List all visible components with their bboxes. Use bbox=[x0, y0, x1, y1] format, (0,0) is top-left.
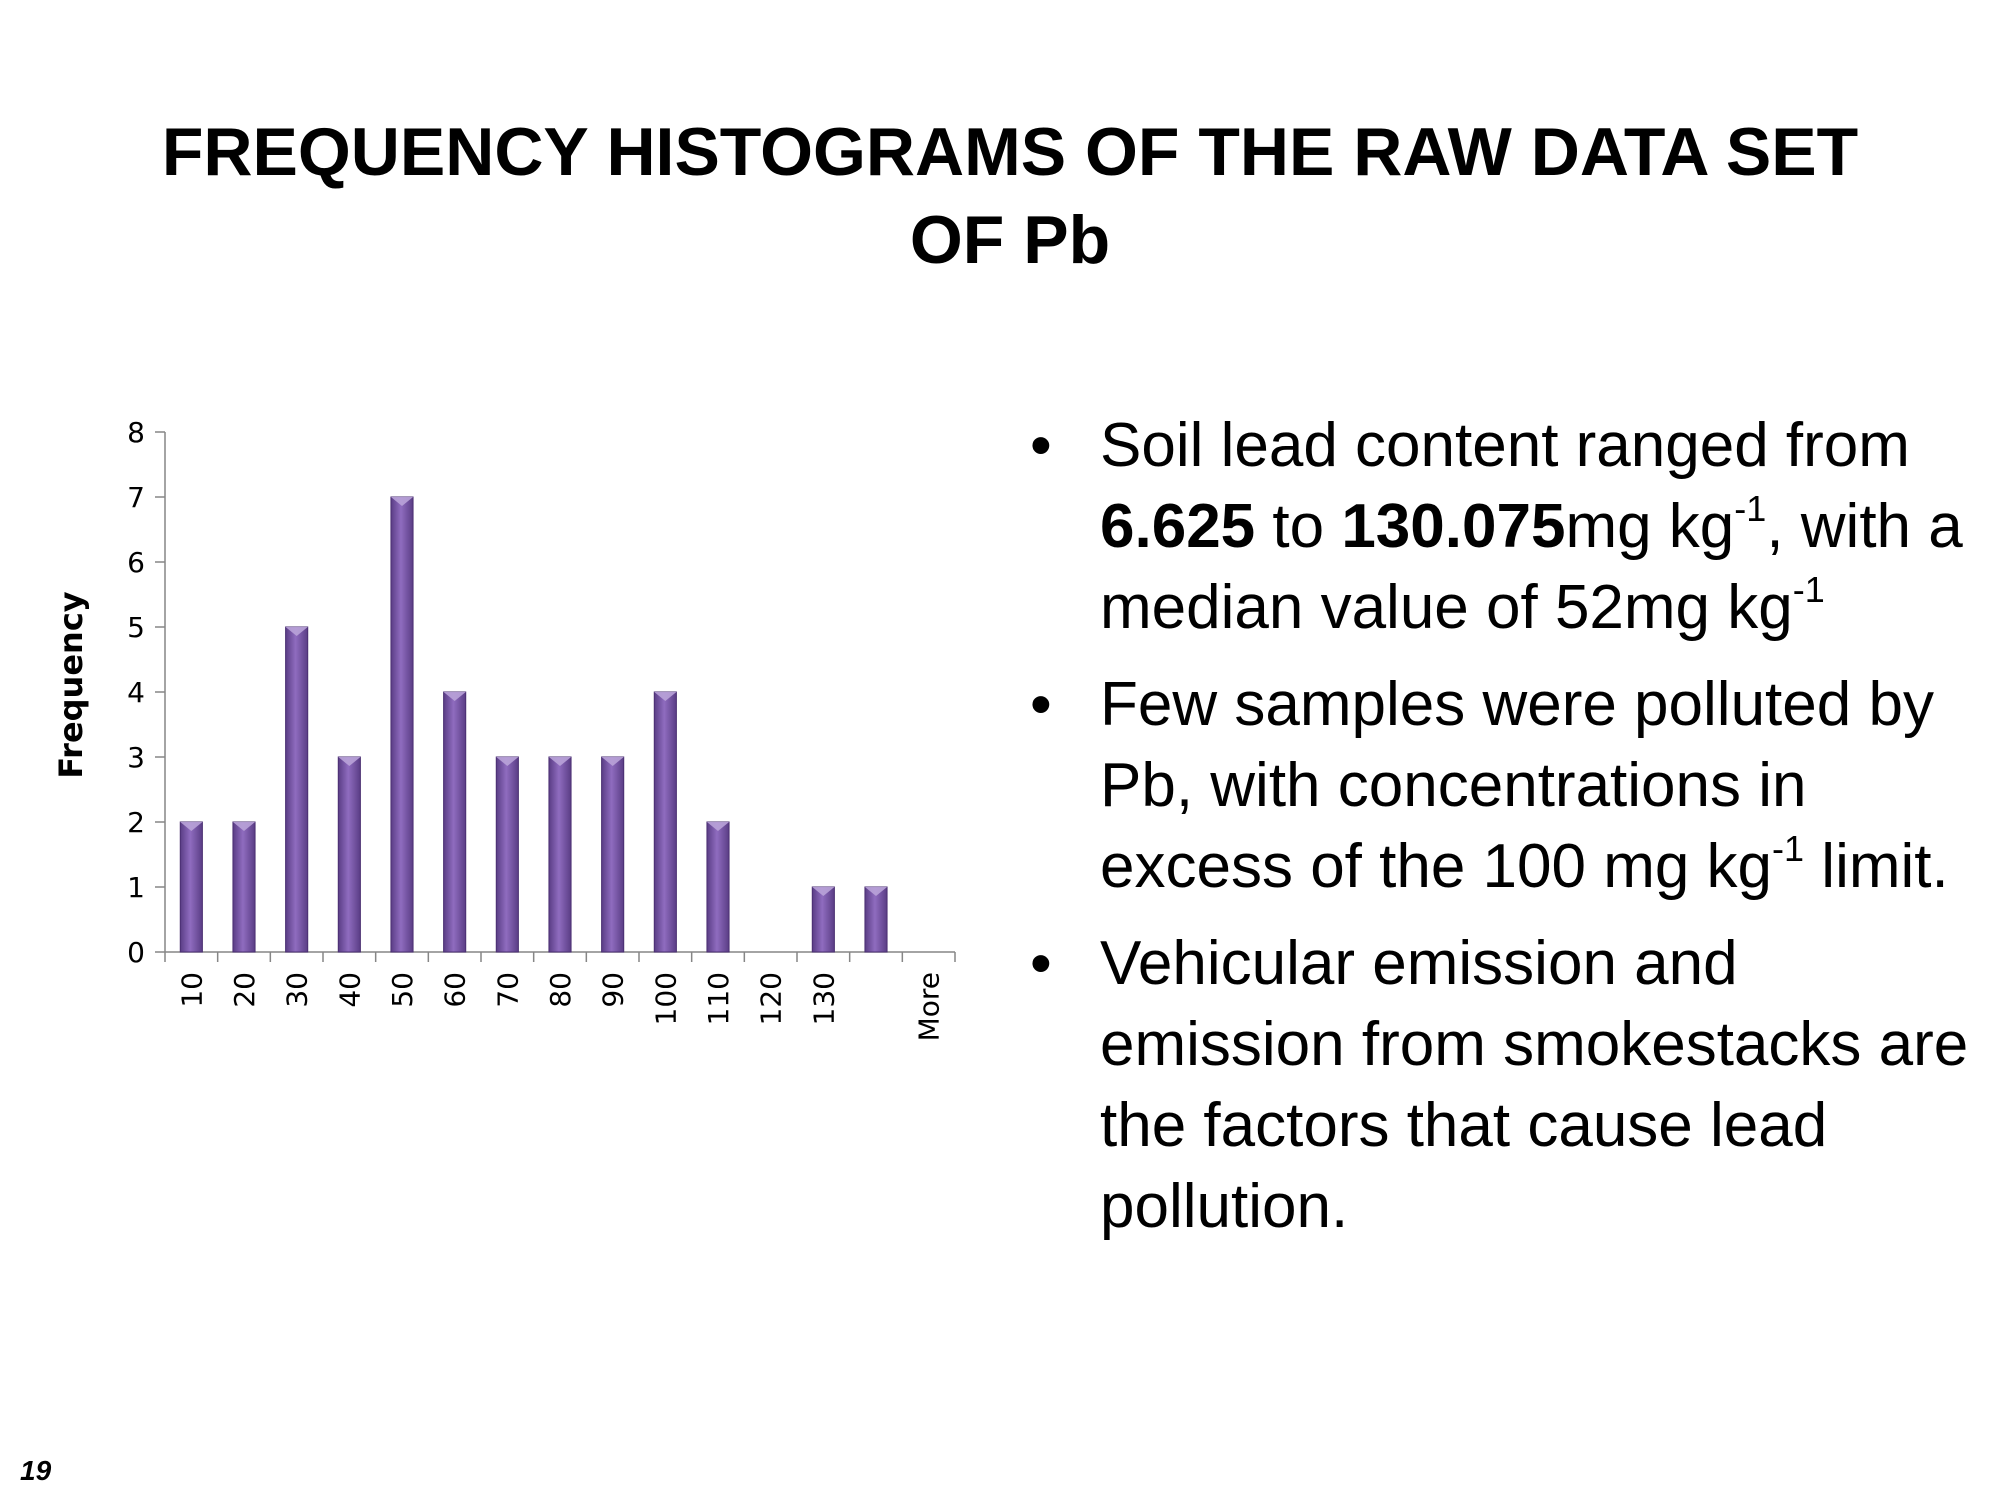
x-tick-label: 100 bbox=[649, 972, 683, 1026]
y-tick-label: 3 bbox=[127, 741, 145, 774]
y-tick-label: 7 bbox=[127, 481, 145, 514]
bullet-2-text-a: Few samples were polluted by Pb, with concentrations in excess of the 100 mg kg bbox=[1100, 670, 1934, 901]
bullet-1-min-value: 6.625 bbox=[1100, 492, 1256, 561]
histogram-bar bbox=[549, 757, 571, 952]
x-tick-label: 60 bbox=[438, 972, 472, 1008]
bullet-dot: • bbox=[1030, 670, 1052, 739]
bullet-1-text-a: Soil lead content ranged from bbox=[1100, 411, 1910, 480]
bullet-list bbox=[1020, 405, 1980, 1263]
y-tick-label: 1 bbox=[127, 871, 145, 904]
y-axis-title: Frequency bbox=[52, 591, 90, 779]
x-tick-label: 10 bbox=[175, 972, 209, 1008]
histogram-bar bbox=[654, 692, 676, 952]
x-tick-label: 110 bbox=[702, 972, 735, 1026]
histogram-bar bbox=[602, 757, 624, 952]
histogram-bar bbox=[707, 822, 729, 952]
bullet-2-text-b: limit. bbox=[1804, 832, 1949, 901]
bullet-item-2 bbox=[1020, 664, 1980, 907]
bullet-3-text: Vehicular emission and emission from smokestacks are the factors that cause lead pollution. bbox=[1100, 929, 1969, 1241]
histogram-bar bbox=[865, 887, 887, 952]
histogram-bar bbox=[286, 627, 308, 952]
x-tick-label: 20 bbox=[228, 972, 261, 1008]
title-line-1: FREQUENCY HISTOGRAMS OF THE RAW DATA SET bbox=[161, 114, 1859, 190]
bullet-dot: • bbox=[1030, 411, 1052, 480]
histogram-bar bbox=[180, 822, 202, 952]
y-tick-label: 2 bbox=[127, 806, 145, 839]
slide-title bbox=[100, 108, 1920, 284]
y-tick-label: 0 bbox=[127, 936, 145, 969]
bullet-1-max-value: 130.075 bbox=[1341, 492, 1566, 561]
bullet-item-3 bbox=[1020, 923, 1980, 1247]
bullet-1-text-b: to bbox=[1255, 492, 1342, 561]
bullet-1-text-d: , with a median value of 52mg kg bbox=[1100, 492, 1963, 642]
histogram-bar bbox=[233, 822, 255, 952]
bullet-1-text-c: mg kg bbox=[1565, 492, 1735, 561]
x-tick-label: 80 bbox=[544, 972, 577, 1008]
x-tick-label: 50 bbox=[386, 972, 419, 1008]
plot-area bbox=[127, 416, 955, 1041]
x-tick-label: 90 bbox=[596, 972, 630, 1008]
x-tick-label: 40 bbox=[333, 972, 367, 1008]
title-line-2: OF Pb bbox=[909, 202, 1111, 278]
y-tick-label: 4 bbox=[127, 676, 145, 709]
bullet-1-exponent-2: -1 bbox=[1792, 569, 1825, 610]
bullet-1-exponent-1: -1 bbox=[1734, 488, 1767, 529]
bullet-2-exponent: -1 bbox=[1772, 828, 1805, 869]
histogram-bar bbox=[338, 757, 360, 952]
histogram-svg bbox=[40, 395, 990, 1095]
x-tick-label: 70 bbox=[491, 972, 525, 1008]
bullet-dot: • bbox=[1030, 929, 1052, 998]
y-tick-label: 6 bbox=[127, 546, 145, 579]
x-tick-label: 30 bbox=[280, 972, 314, 1008]
y-tick-label: 5 bbox=[127, 611, 145, 644]
bullet-item-1 bbox=[1020, 405, 1980, 648]
histogram-bar bbox=[812, 887, 834, 952]
histogram-bar bbox=[496, 757, 518, 952]
x-tick-label: 120 bbox=[754, 972, 788, 1026]
slide-number: 19 bbox=[20, 1455, 52, 1486]
y-tick-label: 8 bbox=[127, 416, 145, 449]
histogram-chart bbox=[40, 395, 990, 1095]
x-tick-label: 130 bbox=[807, 972, 841, 1026]
x-tick-label: More bbox=[912, 972, 946, 1042]
histogram-bar bbox=[391, 497, 413, 952]
histogram-bar bbox=[444, 692, 466, 952]
